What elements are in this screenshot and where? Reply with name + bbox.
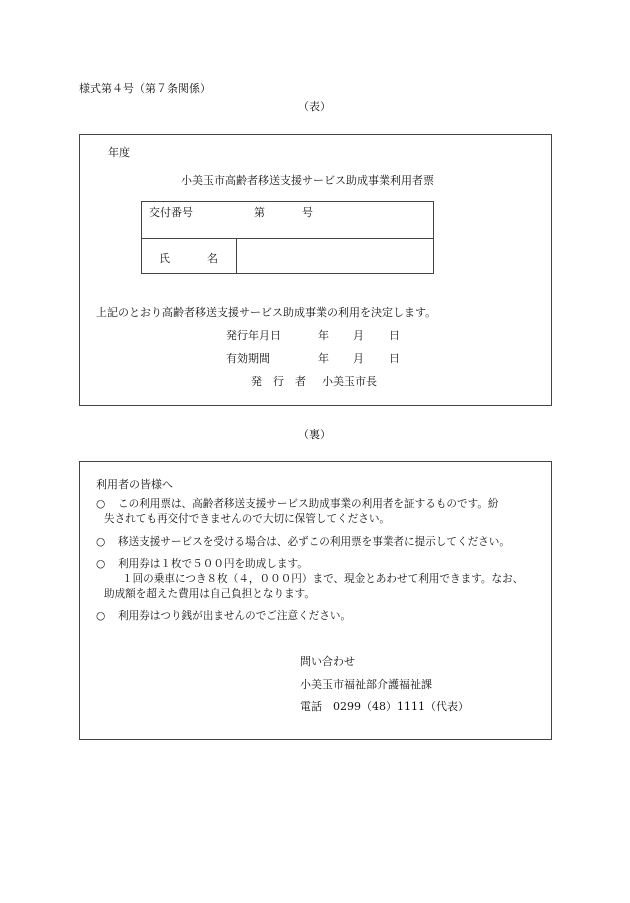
year-label: 年度	[108, 146, 130, 159]
issue-number-suffix: 号	[302, 206, 313, 219]
form-number: 様式第４号（第７条関係）	[79, 82, 211, 95]
notice-line: 失されても再交付できませんので大切に保管してください。	[104, 513, 391, 525]
valid-period-label: 有効期間	[226, 352, 270, 365]
notice-item	[96, 497, 548, 527]
decision-text: 上記のとおり高齢者移送支援サービス助成事業の利用を決定します。	[96, 306, 437, 319]
back-label: （裏）	[298, 428, 331, 441]
issue-date-label: 発行年月日	[226, 329, 281, 342]
notice-line: 利用券はつり銭が出ませんのでご注意ください。	[118, 610, 352, 622]
bullet-circle-icon: ○	[96, 610, 106, 622]
bullet-circle-icon: ○	[96, 498, 106, 510]
name-label-b: 名	[207, 252, 218, 265]
issue-date-month: 月	[353, 329, 364, 342]
name-label-a: 氏	[159, 252, 170, 265]
notice-line: １回の乗車につき８枚（４，０００円）まで、現金とあわせて利用できます。なお、	[122, 573, 524, 585]
card-title: 小美玉市高齢者移送支援サービス助成事業利用者票	[181, 174, 434, 187]
issue-date-year: 年	[318, 329, 329, 342]
issuer-name: 小美玉市長	[322, 375, 377, 388]
contact-heading: 問い合わせ	[300, 655, 355, 668]
notice-item	[96, 557, 548, 602]
issue-number-prefix: 第	[254, 206, 265, 219]
valid-period-year: 年	[318, 352, 329, 365]
issue-date-day: 日	[389, 329, 400, 342]
valid-period-month: 月	[353, 352, 364, 365]
issue-number-label: 交付番号	[149, 206, 193, 219]
notice-line: 助成額を超えた費用は自己負担となります。	[104, 588, 316, 600]
front-label: （表）	[298, 100, 331, 113]
notice-item	[96, 535, 548, 550]
contact-department: 小美玉市福祉部介護福祉課	[300, 678, 432, 691]
notice-line: 利用券は１枚で５００円を助成します。	[118, 558, 308, 570]
bullet-circle-icon: ○	[96, 536, 106, 548]
issuer-label: 発 行 者	[251, 375, 306, 388]
contact-phone: 電話 0299（48）1111（代表）	[300, 700, 469, 713]
notice-item	[96, 609, 548, 624]
bullet-circle-icon: ○	[96, 558, 106, 570]
valid-period-day: 日	[389, 352, 400, 365]
name-value[interactable]	[244, 250, 424, 264]
greeting: 利用者の皆様へ	[96, 478, 173, 491]
notice-line: 移送支援サービスを受ける場合は、必ずこの利用票を事業者に提示してください。	[118, 536, 510, 548]
notice-line: この利用票は、高齢者移送支援サービス助成事業の利用者を証するものです。紛	[118, 498, 499, 510]
